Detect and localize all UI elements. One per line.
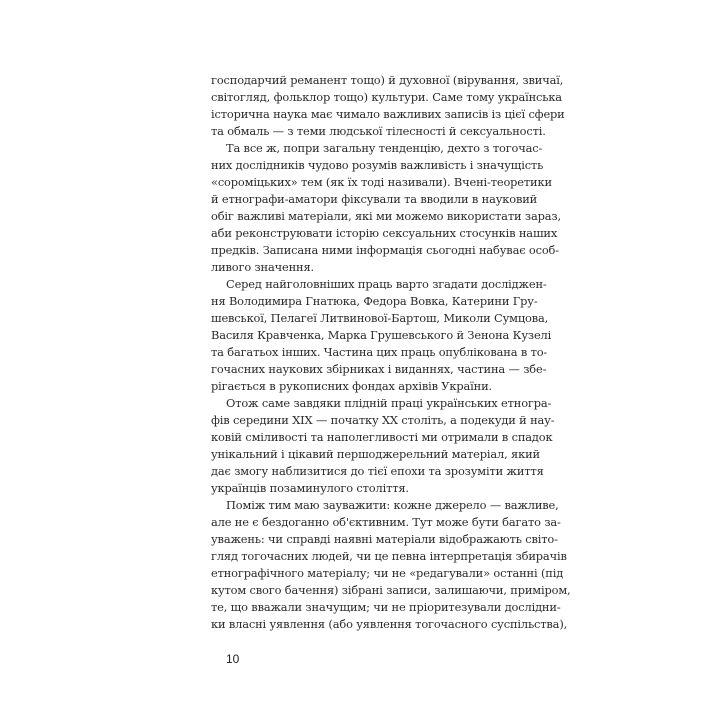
text-line: етнографічного матеріалу; чи не «редагували» останні (під xyxy=(211,566,564,580)
paragraph-first-line: Та все ж, попри загальну тенденцію, дехто з тогочас- xyxy=(226,141,543,155)
paragraph-first-line: Отож саме завдяки плідній праці українських етногра- xyxy=(226,396,552,410)
text-line: «сороміцьких» тем (як їх тоді називали). Вчені-теоретики xyxy=(211,175,552,189)
text-line: гляд тогочасних людей, чи це певна інтерпретація збирачів xyxy=(211,549,567,563)
text-line: обіг важливі матеріали, які ми можемо використати зараз, xyxy=(211,209,561,223)
text-line: аби реконструювати історію сексуальних стосунків наших xyxy=(211,226,558,240)
text-line: українців позаминулого століття. xyxy=(211,481,409,495)
text-line: світогляд, фольклор тощо) культури. Саме тому українська xyxy=(211,90,562,104)
text-line: уважень: чи справді наявні матеріали відображають світо- xyxy=(211,532,558,546)
text-line: рігається в рукописних фондах архівів України. xyxy=(211,379,492,393)
text-line: ня Володимира Гнатюка, Федора Вовка, Катерини Гру- xyxy=(211,294,538,308)
text-line: господарчий реманент тощо) й духовної (вірування, звичаї, xyxy=(211,73,564,87)
text-line: й етнографи-аматори фіксували та вводили в науковий xyxy=(211,192,538,206)
text-line: та багатьох інших. Частина цих праць опублікована в то- xyxy=(211,345,548,359)
text-line: предків. Записана ними інформація сьогодні набуває особ- xyxy=(211,243,559,257)
text-line: ки власні уявлення (або уявлення тогочасного суспільства), xyxy=(211,617,568,631)
body-text xyxy=(211,72,571,633)
text-line: фів середини XIX — початку XX століть, а подекуди й нау- xyxy=(211,413,555,427)
text-line: дає змогу наблизитися до тієї епохи та зрозуміти життя xyxy=(211,464,544,478)
text-line: та обмаль — з теми людської тілесності й сексуальності. xyxy=(211,124,546,138)
text-line: кутом свого бачення) зібрані записи, залишаючи, приміром, xyxy=(211,583,571,597)
text-line: те, що вважали значущим; чи не пріоритезували дослідни- xyxy=(211,600,561,614)
text-line: Василя Кравченка, Марка Грушевського й Зенона Кузелі xyxy=(211,328,552,342)
text-line: історична наука має чимало важливих записів із цієї сфери xyxy=(211,107,565,121)
text-line: шевської, Пелагеї Литвинової-Бартош, Миколи Сумцова, xyxy=(211,311,549,325)
paragraph-first-line: Поміж тим маю зауважити: кожне джерело — важливе, xyxy=(226,498,559,512)
text-line: унікальний і цікавий першоджерельний матеріал, який xyxy=(211,447,540,461)
text-line: ковій сміливості та наполегливості ми отримали в спадок xyxy=(211,430,553,444)
text-line: гочасних наукових збірниках і виданнях, частина — збе- xyxy=(211,362,547,376)
paragraph-first-line: Серед найголовніших праць варто згадати досліджен- xyxy=(226,277,547,291)
text-line: них дослідників чудово розумів важливість і значущість xyxy=(211,158,544,172)
text-line: ливого значення. xyxy=(211,260,315,274)
text-line: але не є бездоганно об'єктивним. Тут може бути багато за- xyxy=(211,515,561,529)
page-number: 10 xyxy=(226,652,240,666)
